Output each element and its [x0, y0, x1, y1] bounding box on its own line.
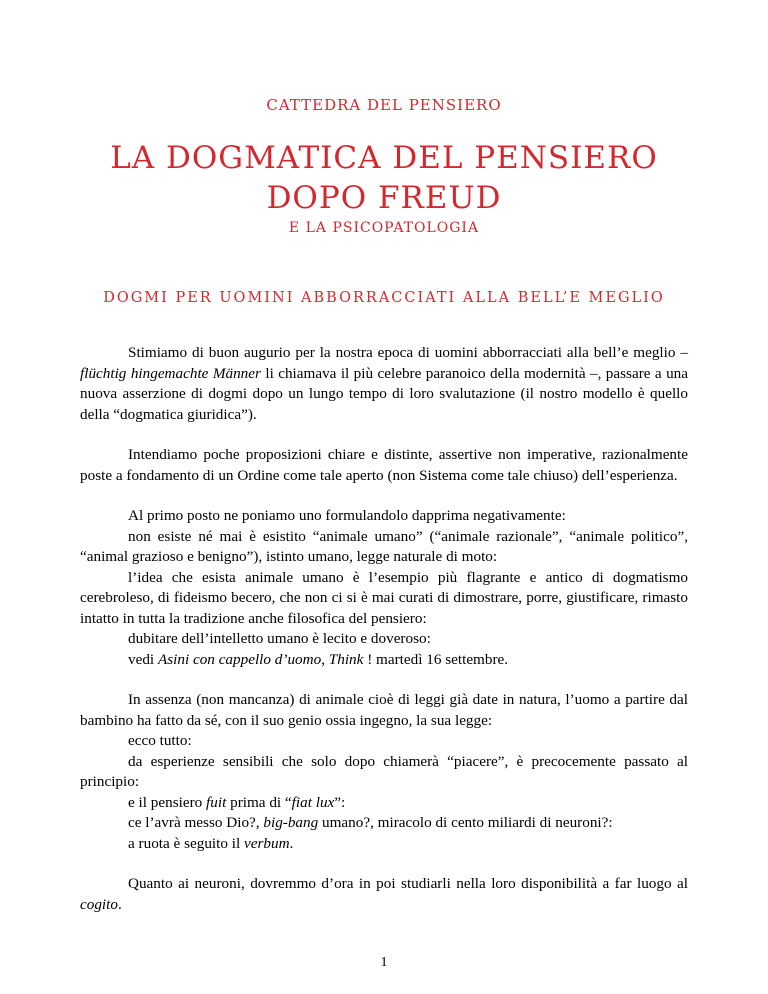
- paragraph-3-line-1: Al primo posto ne poniamo uno formulandolo dapprima negativamente:: [128, 507, 566, 524]
- page-title-line2: DOPO FREUD: [266, 180, 502, 216]
- paragraph-1: [80, 343, 688, 425]
- paragraph-3-line-5: vedi Asini con cappello d’uomo, Think ! martedì 16 settembre.: [128, 650, 509, 668]
- paragraph-4-line-1: In assenza (non mancanza) di animale cioè di leggi già date in natura, l’uomo a partire dal bambino ha fatto da sé, con il suo genio ossia ingegno, la sua legge:: [80, 691, 688, 729]
- p1-text-c: li chiamava il più celebre paranoico della modernità –, passare a una nuova asserzione di dogmi dopo un lungo tempo di loro svalutazione (il nostro modello è quello della “dogmatica giuridica”).: [80, 364, 688, 423]
- paragraph-5: Quanto ai neuroni, dovremmo d’ora in poi studiarli nella loro disponibilità a far luogo al cogito.: [80, 875, 688, 913]
- paragraph-4-line-6: a ruota è seguito il verbum.: [128, 834, 294, 852]
- body-text: [80, 343, 688, 915]
- kicker-heading: CATTEDRA DEL PENSIERO: [266, 96, 502, 114]
- page-subtitle: E LA PSICOPATOLOGIA: [288, 220, 480, 236]
- paragraph-4-line-4: e il pensiero fuit prima di “fiat lux”:: [128, 793, 346, 811]
- paragraph-4-line-5: ce l’avrà messo Dio?, big-bang umano?, miracolo di cento miliardi di neuroni?:: [128, 814, 613, 831]
- p1-italic: flüchtig hingemachte Männer: [80, 364, 261, 382]
- paragraph-4-line-2: ecco tutto:: [128, 732, 192, 749]
- section-heading: DOGMI PER UOMINI ABBORRACCIATI ALLA BELL’E MEGLIO: [103, 290, 665, 306]
- paragraph-4-line-3: da esperienze sensibili che solo dopo chiamerà “piacere”, è precocemente passato al principio:: [80, 752, 688, 790]
- p1-text-a: Stimiamo di buon augurio per la nostra epoca di uomini abborracciati alla bell’e meglio –: [128, 344, 688, 361]
- paragraph-3-line-3: l’idea che esista animale umano è l’esempio più flagrante e antico di dogmatismo cerebroleso, di fideismo becero, che non ci si è mai curati di dimostrare, porre, giustificare, rimasto intatto in tutta la tradizione anche filosofica del pensiero:: [80, 568, 688, 627]
- page-number: 1: [380, 955, 388, 970]
- paragraph-2: Intendiamo poche proposizioni chiare e distinte, assertive non imperative, razionalmente poste a fondamento di un Ordine come tale aperto (non Sistema come tale chiuso) dell’esperienza.: [80, 446, 688, 484]
- paragraph-3-line-4: dubitare dell’intelletto umano è lecito e doveroso:: [128, 630, 431, 647]
- page-title-line1: LA DOGMATICA DEL PENSIERO: [110, 140, 658, 176]
- paragraph-3-line-2: non esiste né mai è esistito “animale umano” (“animale razionale”, “animale politico”, “animal grazioso e benigno”), istinto umano, legge naturale di moto:: [80, 527, 688, 565]
